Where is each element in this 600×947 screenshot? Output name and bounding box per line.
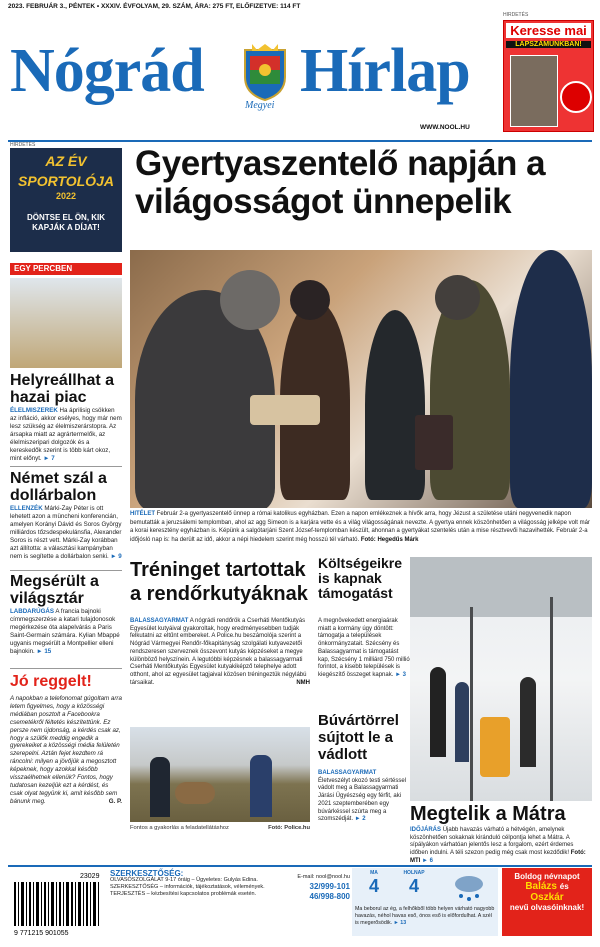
story1-page[interactable]: ► 7 [43, 455, 55, 462]
masthead-title-left: Nógrád [10, 37, 204, 105]
costs-page[interactable]: ► 3 [395, 671, 407, 678]
magazine-image [510, 55, 558, 127]
diver-text: BALASSAGYARMAT Életveszélyt okozó testi sértéssel vádolt meg a Balassagyarmati Járási Ügyészség egy férfit, aki 2021 szeptemberében egy búvárkéssel szúrta meg a szomszédját. ► 2 [318, 770, 407, 823]
ski-lift-photo [410, 557, 592, 801]
diver-page[interactable]: ► 2 [354, 816, 366, 823]
story1-headline[interactable]: Helyreállhat a hazai piac [10, 372, 115, 406]
main-caption-lead: HITÉLET [130, 511, 155, 517]
costs-headline[interactable]: Költségeikre is kapnak támogatást [318, 555, 403, 601]
award-text: DÖNTSE EL ÖN, KIK KAPJÁK A DÍJAT! [26, 213, 106, 232]
editorial-head: SZERKESZTŐSÉG: [110, 869, 184, 878]
story1-text: ÉLELMISZEREK Ha áprilisig csökken az infláció, akkor esélyes, hogy már nem lesz szükség az élelmiszerárstopra. Az ársapka miatt az agrártermelők, az élelmiszeripari dolgozók és a kereskedők szerint is több kárt okoz, mint előnyt. ► 7 [10, 407, 122, 462]
main-photo-credit: Fotó: Hegedűs Márk [360, 536, 419, 543]
award-year: 2022 [55, 191, 77, 201]
story2-text: ELLENZÉK Márki-Zay Péter is ott lehetett azon a müncheni konferencián, amelyen Korányi Dávid és Soros György milliárdos tőzsdespekulánsfia, Alexander Soros is részt vett. Márki-Zay korábban azt állította: a választási kampányban nem is segítette a dollárbalon senki. ► 9 [10, 505, 122, 560]
email[interactable]: E-mail: nool@nool.hu [297, 874, 350, 880]
police-dog-photo [130, 727, 310, 822]
nameday-tail: nevű olvasóinknak! [509, 903, 585, 912]
costs-text: A megnövekedett energiaárak miatt a kormány úgy döntött: támogatja a települések önkormányzatait. Szécsény és Balassagyarmat is támogatást kap, Szécsény 1 milliárd 750 millió forintot, a kisebb települések is kiegészítő összeget kapnak. ► 3 [318, 618, 410, 678]
divider [10, 570, 122, 571]
matra-page[interactable]: ► 6 [422, 857, 433, 864]
county-crest-icon [240, 42, 290, 102]
ad-title: Keresse mai [506, 23, 591, 38]
county-label: Megyei [245, 100, 275, 111]
award-line1: AZ ÉV [45, 153, 87, 169]
police-dog-caption: Fontos a gyakorlás a feladatellátáshoz Fotó: Police.hu [130, 825, 310, 831]
contact-info [280, 872, 350, 902]
nameday-box: Boldog névnapot Balázs és Oszkár nevű olvasóinknak! [502, 868, 592, 936]
weather-day1-temp: 4 [368, 876, 379, 896]
training-author: NMH [296, 679, 310, 686]
weather-day1-label: MA [370, 870, 378, 876]
divider [10, 668, 122, 669]
nameday-head: Boldog névnapot [514, 872, 580, 881]
phone-2[interactable]: 46/998-800 [309, 892, 350, 901]
ad-label-top: HIRDETÉS [503, 12, 529, 18]
weather-text: Ma beborul az ég, a felhőkből több helyen várható nagyobb havazás, néhol havas eső, ónos eső is előfordulhat. A szél is megerősödik. ► 13 [355, 906, 495, 926]
divider [10, 466, 122, 467]
ad-subtitle: LAPSZÁMUNKBAN! [506, 41, 591, 48]
main-photo-caption [130, 510, 592, 544]
nameday-name1: Balázs [525, 881, 557, 892]
footer-rule [8, 865, 592, 867]
column-headline: Jó reggelt! [10, 673, 92, 690]
barcode-issue: 23029 [80, 873, 100, 880]
weather-day2-label: HOLNAP [403, 870, 425, 876]
award-promo[interactable] [10, 148, 122, 252]
dateline: 2023. FEBRUÁR 3., PÉNTEK • XXXIV. ÉVFOLYAM, 29. SZÁM, ÁRA: 275 FT, ELŐFIZETVE: 114 FT [8, 3, 301, 10]
snow-cloud-icon [452, 872, 486, 902]
masthead-title-right: Hírlap [300, 37, 470, 105]
main-headline[interactable]: Gyertyaszentelő napján a világosságot ünnepelik [135, 144, 546, 221]
ad-label-left: HIRDETÉS [10, 142, 36, 148]
matra-headline[interactable]: Megtelik a Mátra [410, 803, 566, 825]
weather-page[interactable]: ► 13 [393, 919, 407, 926]
header-rule [8, 140, 592, 142]
phone-1[interactable]: 32/999-101 [309, 882, 350, 891]
training-headline[interactable]: Tréninget tartottak a rendőrkutyáknak [130, 559, 308, 605]
weather-box [352, 868, 498, 936]
main-photo [130, 250, 592, 508]
main-caption-text: Február 2-a gyertyaszentelő ünnep a római katolikus egyházban. Ezen a napon emlékeznek a hívők arra, hogy Jézust a születése utáni negyvenedik napon bemutatták a jeruzsálemi templomban, ahol az agg Simeon is a karjára vette és a világ világosságának nevezte. A gyertya ennek köszönhetően a világosság jelképe volt már a korai keresztény egyházban is. Képünk a salgótarjáni Szent József-templomban készült, ahonnan a gyertyákat szentelés után a mise résztvevői hazavihették. Február 2-a időjósló nap is: ha derült az idő, akkor a népi hiedelem szerint még hosszú tél várható. [130, 511, 590, 543]
ad-box[interactable] [503, 20, 594, 132]
training-text: BALASSAGYARMAT A nógrádi rendőrök a Cserháti Mentőkutyás Egyesület kutyáival gyakoroltak, hogy eredményesebben tudják felkutatni az eltűnt embereket. A Police.hu beszámolója szerint a Nógrád Vármegyei Rendőr-főkapitányság szolgálati kutyavezetői rendszeresen szerveznek összevont kutyás képzéseket a megye különböző helyszínein. A legutóbbi képzésnek a balassagyarmati Cserháti Mentőkutyás Egyesület kutyakiképző telephelye adott otthont, ahol az egyesület tagjaival közösen tréningeztük négylábú társaikat. NMH [130, 618, 310, 686]
award-line2: SPORTOLÓJA [18, 173, 114, 189]
barcode-isbn: 9 771215 901055 [14, 930, 69, 937]
column-author: G. P. [108, 797, 122, 805]
story2-headline[interactable]: Német szál a dollárbalon [10, 470, 107, 504]
diver-headline[interactable]: Búvártörrel sújtott le a vádlott [318, 712, 399, 763]
column-text: A napokban a telefonomat gúgoltam arra letem figyelmes, hogy a közösségi médiában posztolt a Facebookra csemetékről féltetés készítettünk. Ez persze nem újdonság, a kérdés csak az, hogy a szülők meddig engedik a gyerekeiket a közösségi média felületén szerepelni. Aztán fejet kezdtem rá ráncolni: milyen a jövőjük a megosztott képeknek, hogy azokkal később visszaélhetnek ellenük? Fontos, hogy tudatosan kezeljük ezt a kérdést, és csak olyat tegyünk ki, amit később sem bánunk meg. G. P. [10, 695, 122, 805]
weather-day2-temp: 4 [408, 876, 419, 896]
tv-icon [560, 81, 592, 113]
story2-page[interactable]: ► 9 [110, 553, 122, 560]
story3-text: LABDARÚGÁS A francia bajnoki címmegszerzése a katari tulajdonosok megérkezése óta alapelvárás a Paris Saint-Germain számára. Kylian Mbappé ugyanis megsérült a Montpellier elleni bajnokin. ► 15 [10, 608, 120, 655]
barcode [10, 868, 106, 938]
story3-headline[interactable]: Megsérült a világsztár [10, 573, 99, 607]
grocery-photo [10, 278, 122, 368]
matra-text: IDŐJÁRÁS Újabb havazás várható a hétvégén, amelynek köszönhetően sokaknak kiránduló célpontja lehet a Mátra. A sípályákon várhatóan jelentős lesz a forgalom, ezért érdemes időben indulni. A téli szezon pedig még csak most kezdődik! Fotó: MTI ► 6 [410, 827, 586, 864]
website[interactable]: WWW.NOOL.HU [420, 124, 470, 131]
story3-page[interactable]: ► 15 [36, 648, 52, 655]
editorial-text: OLVASÓSZOLGÁLAT 9-17 óráig – Ügyeletes: Gulyás Edina. SZERKESZTŐSÉG – információk, tájékoztatások, vélemények. TERJESZTÉS – kézbesítési kapcsolatos problémák esetén. [110, 877, 265, 897]
section-label: EGY PERCBEN [10, 263, 122, 275]
nameday-name2: Oszkár [530, 892, 564, 903]
